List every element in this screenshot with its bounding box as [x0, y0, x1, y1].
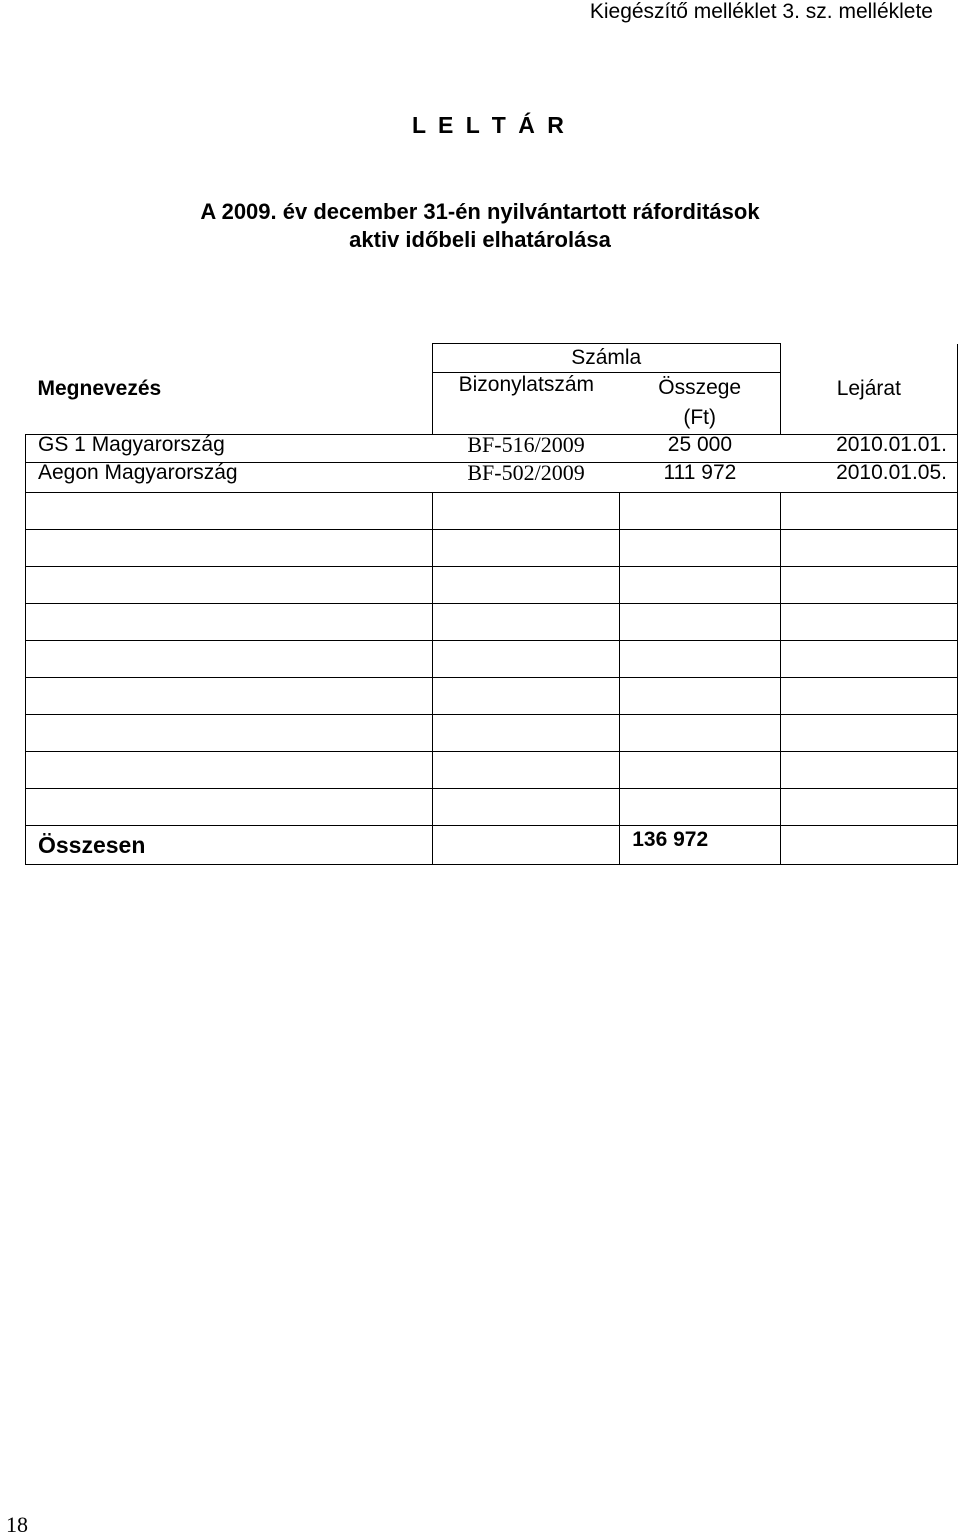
row-expiry: 2010.01.01. [780, 435, 957, 463]
total-doc-number [432, 826, 619, 865]
empty-row [26, 678, 958, 715]
table-row [26, 435, 958, 463]
header-invoice: Számla [432, 344, 780, 373]
row-amount: 25 000 [620, 435, 780, 463]
empty-row [26, 752, 958, 789]
empty-row [26, 567, 958, 604]
row-amount: 111 972 [620, 463, 780, 493]
empty-row [26, 789, 958, 826]
document-title: L E L T Á R [412, 112, 567, 138]
row-doc-number: BF-502/2009 [432, 463, 619, 493]
header-doc-number: Bizonylatszám [432, 373, 619, 435]
annex-reference: Kiegészítő melléklet 3. sz. melléklete [589, 0, 933, 23]
total-row [26, 826, 958, 865]
row-doc-number: BF-516/2009 [432, 435, 619, 463]
header-name: Megnevezés [26, 344, 433, 435]
row-name: Aegon Magyarország [26, 463, 433, 493]
subtitle-line-2: aktiv időbeli elhatárolása [349, 227, 611, 252]
page-number: 18 [6, 1512, 28, 1537]
header-amount-line-1: Összege [658, 376, 742, 399]
total-label: Összesen [26, 826, 433, 865]
empty-row [26, 530, 958, 567]
header-amount [620, 373, 780, 435]
row-name: GS 1 Magyarország [26, 435, 433, 463]
subtitle-line-1: A 2009. év december 31-én nyilvántartott ráforditások [200, 199, 760, 224]
empty-row [26, 641, 958, 678]
total-amount: 136 972 [620, 826, 780, 865]
document-subtitle [0, 198, 960, 254]
row-expiry: 2010.01.05. [780, 463, 957, 493]
total-expiry [780, 826, 957, 865]
empty-row [26, 604, 958, 641]
inventory-table [25, 343, 958, 865]
table-row [26, 463, 958, 493]
header-expiry: Lejárat [780, 344, 957, 435]
header-amount-line-2: (Ft) [683, 406, 716, 429]
empty-row [26, 493, 958, 530]
empty-row [26, 715, 958, 752]
